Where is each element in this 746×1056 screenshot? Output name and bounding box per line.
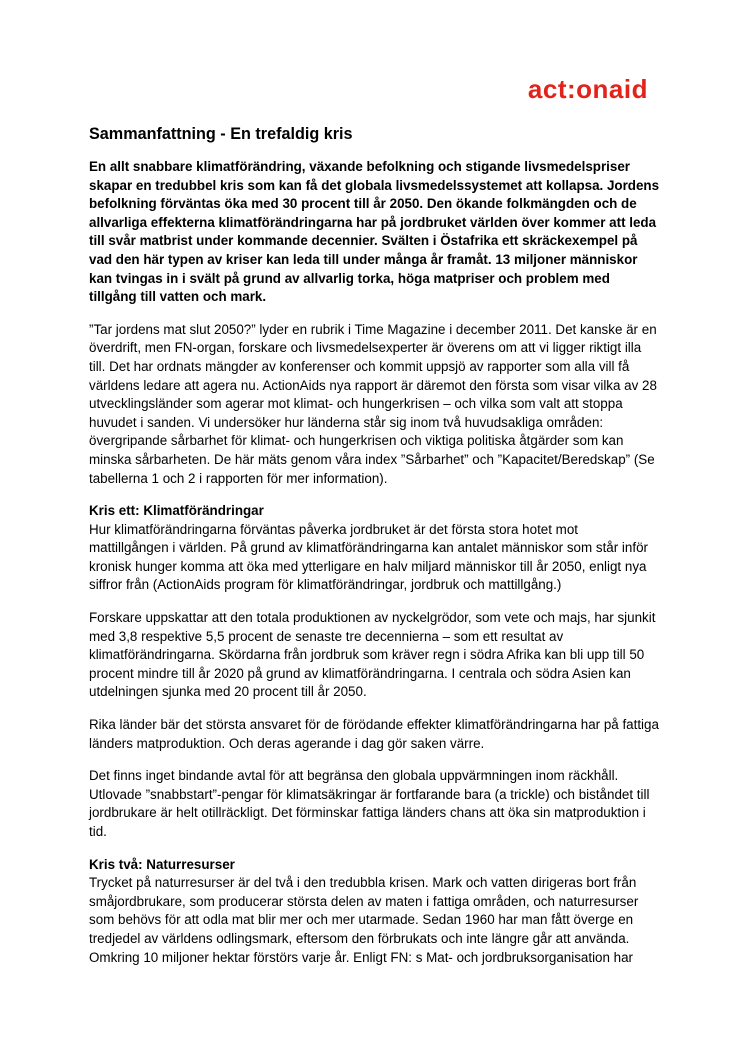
section-heading: Kris ett: Klimatförändringar <box>89 503 264 519</box>
intro-paragraph: ”Tar jordens mat slut 2050?” lyder en rubrik i Time Magazine i december 2011. Det kanske är en överdrift, men FN-organ, forskare och livsmedelsexperter är överens om att vi ligger riktigt illa till. Det har ordnats mängder av konferenser och kommit uppsjö av rapporter som alla vill få världens ledare att agera nu. ActionAids nya rapport är däremot den första som visar vilka av 28 utvecklingsländer som agerar mot klimat- och hungerkrisen – och vilka som valt att stoppa huvudet i sanden. Vi undersöker hur länderna står sig inom två huvudsakliga områden: övergripande sårbarhet för klimat- och hungerkrisen och viktiga politiska åtgärder som kan minska sårbarheten. De här mäts genom våra index ”Sårbarhet” och ”Kapacitet/Beredskap” (Se tabellerna 1 och 2 i rapporten för mer information). <box>89 321 657 486</box>
page-title: Sammanfattning - En trefaldig kris <box>89 125 353 143</box>
paragraph: Det finns inget bindande avtal för att begränsa den globala uppvärmningen inom räckhåll. Utlovade ”snabbstart”-pengar för klimatsäkringar är fortfarande bara (a trickle) och biståndet till jordbrukare är helt otillräckligt. Det förminskar fattiga länders chans att öka sin matproduktion i tid. <box>89 768 650 839</box>
lead-paragraph: En allt snabbare klimatförändring, växande befolkning och stigande livsmedelspriser skapar en tredubbel kris som kan få det globala livsmedelssystemet att kollapsa. Jordens befolkning förväntas öka med 30 procent till år 2050. Den ökande folkmängden och de allvarliga effekterna klimatförändringarna har på jordbruket världen över kommer att leda till svår matbrist under kommande decennier. Svälten i Östafrika ett skräckexempel på vad den här typen av kriser kan leda till under många år framåt. 13 miljoner människor kan tvingas in i svält på grund av allvarlig torka, höga matpriser och problem med tillgång till vatten och mark. <box>89 159 660 305</box>
section-heading: Kris två: Naturresurser <box>89 856 235 872</box>
paragraph: Trycket på naturresurser är del två i den tredubbla krisen. Mark och vatten dirigeras bort från småjordbrukare, som producerar största delen av maten i fattiga områden, och naturresurser som behövs för att odla mat blir mer och mer utarmade. Sedan 1960 har man fått överge en tredjedel av världens odlingsmark, eftersom den förbrukats och inte längre går att använda. Omkring 10 miljoner hektar förstörs varje år. Enligt FN: s Mat- och jordbruksorganisation har <box>89 875 639 965</box>
paragraph: Hur klimatförändringarna förväntas påverka jordbruket är det första stora hotet mot mattillgången i världen. På grund av klimatförändringarna kan antalet människor som står inför kronisk hunger komma att öka med ytterligare en halv miljard människor till år 2050, enligt nya siffror från (ActionAids program för klimatförändringar, jordbruk och mattillgång.) <box>89 521 648 593</box>
paragraph: Rika länder bär det största ansvaret för de förödande effekter klimatförändringarna har på fattiga länders matproduktion. Och deras agerande i dag gör saken värre. <box>89 717 659 751</box>
section-climate <box>89 502 661 842</box>
document-body <box>89 124 661 981</box>
actionaid-logo: act:onaid <box>527 74 648 104</box>
section-natural-resources <box>89 856 661 968</box>
paragraph: Forskare uppskattar att den totala produktionen av nyckelgrödor, som vete och majs, har sjunkit med 3,8 respektive 5,5 procent de senaste tre decennierna – som ett resultat av klimatförändringarna. Skördarna från jordbruk som kräver regn i södra Afrika kan bli upp till 50 procent mindre till år 2020 på grund av klimatförändringarna. I centrala och södra Asien kan utdelningen sjunka med 20 procent till år 2050. <box>89 610 656 700</box>
